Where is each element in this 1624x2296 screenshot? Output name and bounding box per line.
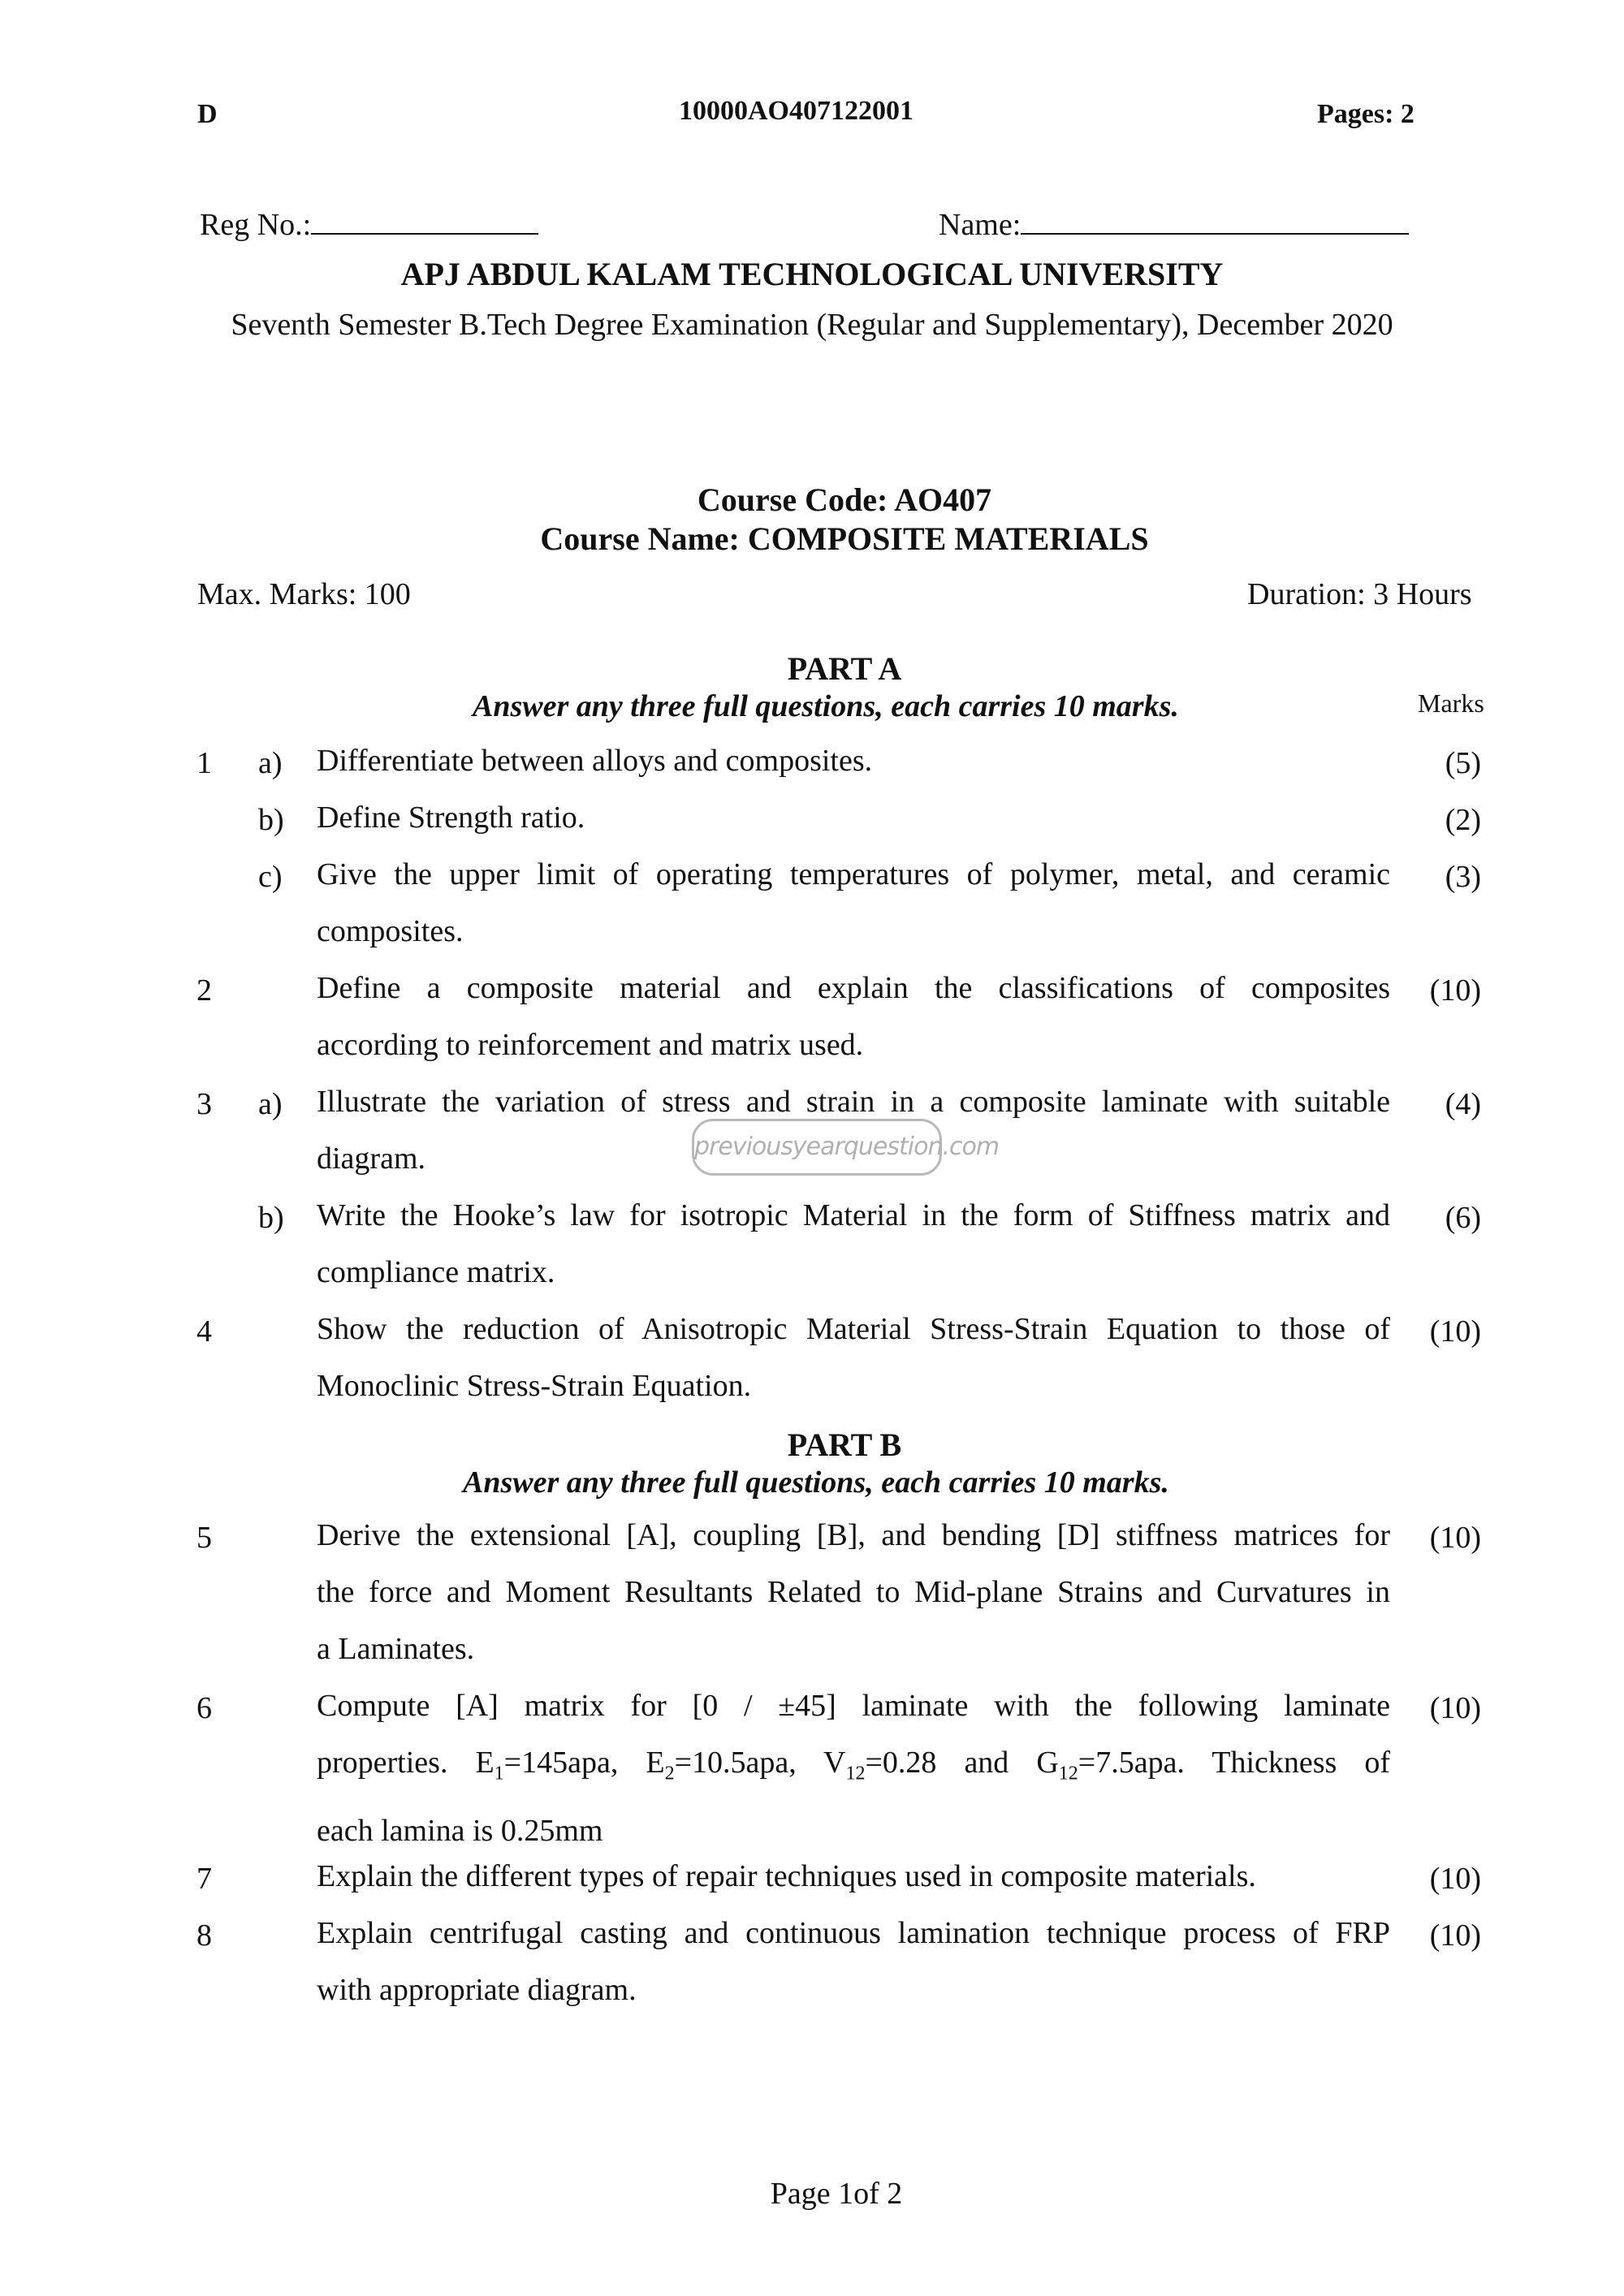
paper-code: 10000AO407122001 <box>679 96 914 126</box>
page-count: Pages: 2 <box>1317 99 1415 129</box>
part-a-title: PART A <box>787 650 902 687</box>
question-subpart: a) <box>258 746 283 780</box>
question-number: 7 <box>197 1862 212 1896</box>
question-marks: (10) <box>1429 1918 1481 1953</box>
question-text: Illustrate the variation of stress and strain in a composite laminate with suitable diagram. <box>317 1085 1390 1176</box>
question-text: Explain centrifugal casting and continuous lamination technique process of FRP with appropriate diagram. <box>317 1916 1390 2007</box>
max-marks: Max. Marks: 100 <box>197 577 411 611</box>
question-number: 6 <box>197 1691 212 1725</box>
question-text: Differentiate between alloys and composites. <box>317 744 873 778</box>
question-subpart: c) <box>258 860 283 894</box>
reg-no-field <box>200 207 538 243</box>
name-blank <box>1021 209 1409 235</box>
part-b-title: PART B <box>787 1426 902 1463</box>
question-number: 2 <box>197 973 212 1008</box>
question-marks: (10) <box>1429 1862 1481 1896</box>
question-number: 4 <box>197 1314 212 1349</box>
properties-line: properties. $E_1=145apa$, $E_2=10.5apa$, $V_{12}=0.28$ and $G_{12}=7.5apa$. Thickness of <box>317 1746 1390 1785</box>
course-name: Course Name: COMPOSITE MATERIALS <box>540 520 1149 557</box>
question-number: 1 <box>197 746 212 780</box>
question-text: Define a composite material and explain the classifications of composites according to reinforcement and matrix used. <box>317 971 1390 1062</box>
university-name: APJ ABDUL KALAM TECHNOLOGICAL UNIVERSITY <box>400 256 1224 292</box>
question-marks: (3) <box>1445 860 1481 894</box>
duration: Duration: 3 Hours <box>1247 577 1472 611</box>
exam-title: Seventh Semester B.Tech Degree Examination (Regular and Supplementary), December 2020 <box>231 308 1393 342</box>
question-marks: (10) <box>1429 973 1481 1008</box>
set-code: D <box>197 99 218 129</box>
question-number: 8 <box>197 1918 212 1953</box>
course-code: Course Code: AO407 <box>697 481 992 518</box>
question-text: Write the Hooke’s law for isotropic Material in the form of Stiffness matrix and compliance matrix. <box>317 1198 1390 1289</box>
question-text: Compute [A] matrix for [0 / ±45] laminate with the following laminate properties. $E_1=145apa$, $E_2=10.5apa$, $V_{12}=0.28$ and $G_{12}=7.5apa$. Thickness of each lamina is 0.25mm <box>317 1689 1390 1848</box>
question-marks: (4) <box>1445 1087 1481 1121</box>
reg-no-blank <box>311 209 538 235</box>
watermark-logo: previousyearquestion.com <box>692 1119 942 1176</box>
question-marks: (5) <box>1445 746 1481 780</box>
name-label: Name: <box>939 208 1021 242</box>
part-b-instruction: Answer any three full questions, each carries 10 marks. <box>463 1465 1169 1500</box>
question-subpart: a) <box>258 1087 283 1121</box>
name-field <box>939 207 1409 243</box>
reg-no-label: Reg No.: <box>200 208 312 242</box>
question-text: Explain the different types of repair techniques used in composite materials. <box>317 1859 1256 1893</box>
page-footer: Page 1of 2 <box>770 2177 903 2211</box>
marks-column-header: Marks <box>1418 688 1484 718</box>
question-subpart: b) <box>258 803 284 837</box>
question-number: 3 <box>197 1087 212 1121</box>
question-text: Show the reduction of Anisotropic Material Stress-Strain Equation to those of Monoclinic Stress-Strain Equation. <box>317 1312 1390 1403</box>
question-subpart: b) <box>258 1201 284 1235</box>
question-number: 5 <box>197 1521 212 1555</box>
question-marks: (10) <box>1429 1314 1481 1349</box>
question-text: Define Strength ratio. <box>317 801 585 835</box>
question-marks: (10) <box>1429 1521 1481 1555</box>
part-a-instruction: Answer any three full questions, each carries 10 marks. <box>473 689 1179 723</box>
question-text: Give the upper limit of operating temperatures of polymer, metal, and ceramic composites. <box>317 857 1390 948</box>
question-marks: (2) <box>1445 803 1481 837</box>
question-text: Derive the extensional [A], coupling [B], and bending [D] stiffness matrices for the force and Moment Resultants Related to Mid-plane Strains and Curvatures in a Laminates. <box>317 1518 1390 1666</box>
question-marks: (10) <box>1429 1691 1481 1725</box>
question-marks: (6) <box>1445 1201 1481 1235</box>
